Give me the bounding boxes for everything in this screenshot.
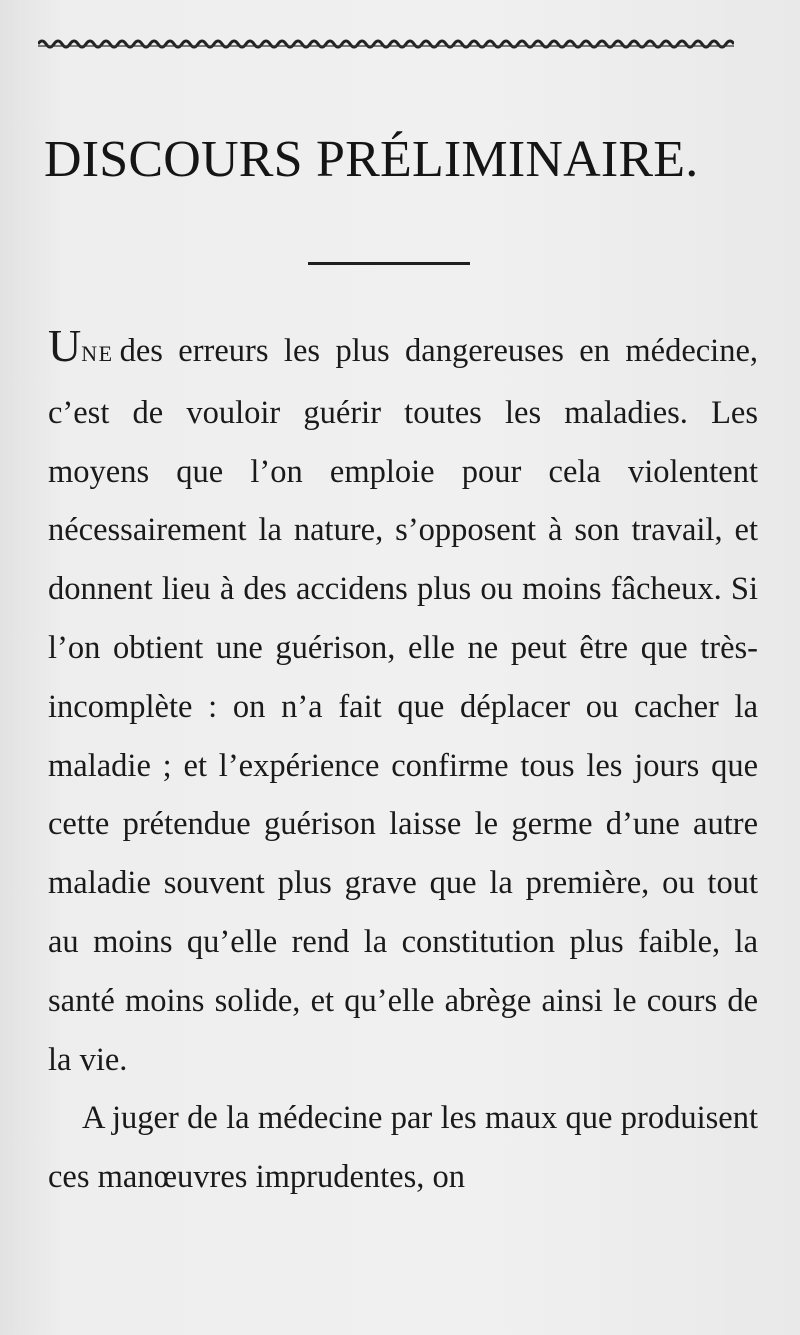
decorative-border-ornament	[38, 36, 734, 52]
paragraph-1	[48, 322, 758, 1089]
small-caps: NE	[81, 341, 114, 366]
title-rule	[308, 262, 470, 265]
paragraph-2: A juger de la médecine par les maux que produisent ces manœuvres imprudentes, on	[48, 1100, 758, 1196]
chapter-title: DISCOURS PRÉLIMINAIRE.	[44, 131, 699, 188]
body-text	[48, 322, 758, 1207]
drop-cap: U	[48, 320, 82, 371]
paragraph-text: des erreurs les plus dangereuses en médecine, c’est de vouloir guérir toutes les maladies. Les moyens que l’on emploie pour cela violentent nécessairement la nature, s’opposent à son travail, et donnent lieu à des accidens plus ou moins fâcheux. Si l’on obtient une guérison, elle ne peut être que très-incomplète : on n’a fait que déplacer ou cacher la maladie ; et l’expérience confirme tous les jours que cette prétendue guérison laisse le germe d’une autre maladie souvent plus grave que la première, ou tout au moins qu’elle rend la constitution plus faible, la santé moins solide, et qu’elle abrège ainsi le cours de la vie.	[48, 333, 758, 1078]
